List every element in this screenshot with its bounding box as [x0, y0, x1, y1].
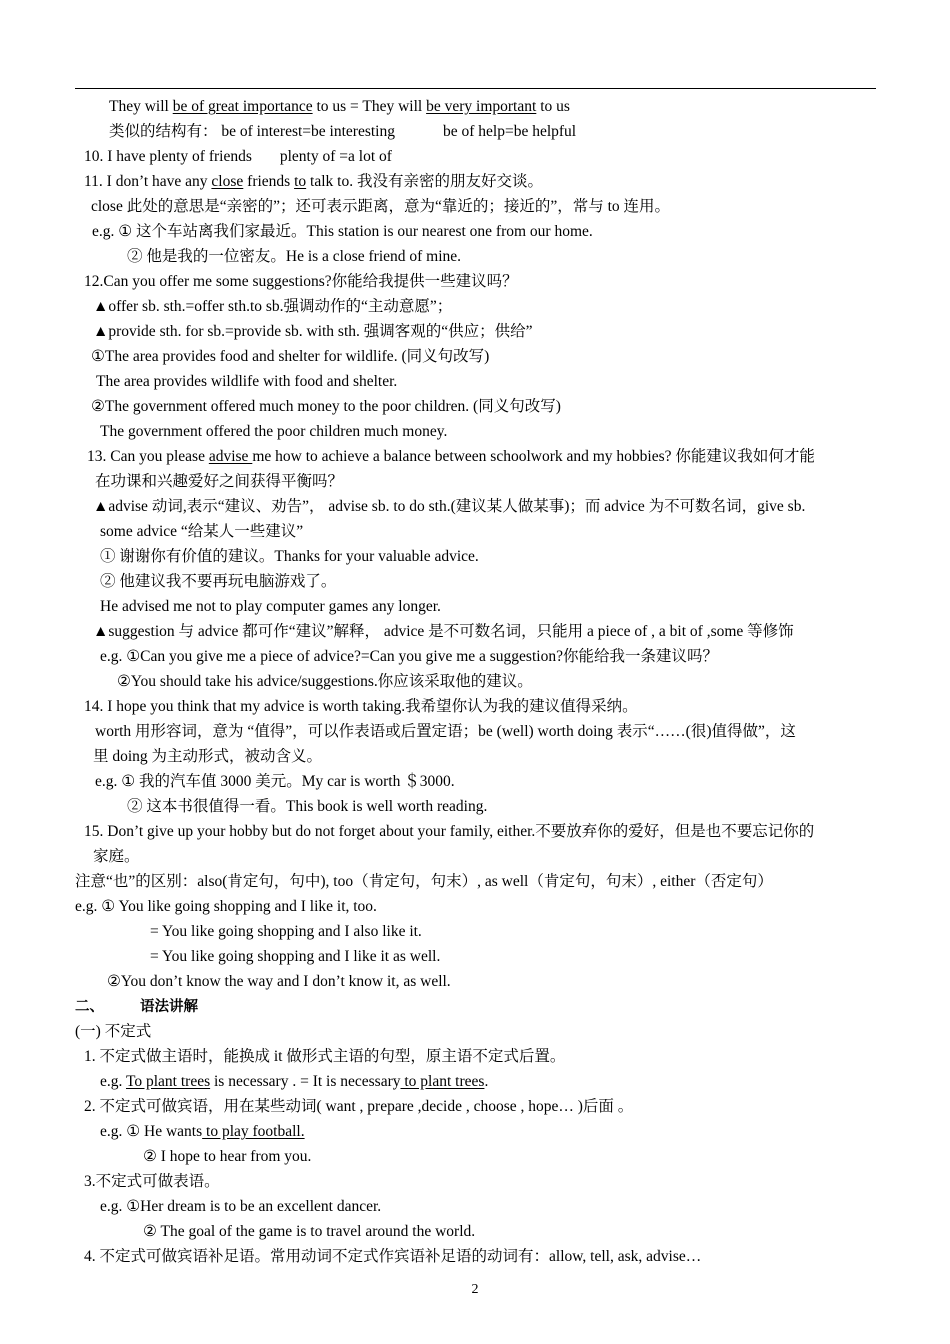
example-line: ② I hope to hear from you.	[143, 1148, 312, 1165]
example-line: e.g. ① You like going shopping and I like it, too.	[75, 898, 377, 915]
page-number: 2	[471, 1282, 479, 1297]
example-line: ① 谢谢你有价值的建议。Thanks for your valuable advice.	[100, 548, 479, 565]
note-offer: ▲offer sb. sth.=offer sth.to sb.强调动作的“主动意愿”；	[93, 298, 453, 315]
note-close: close 此处的意思是“亲密的”；还可表示距离，意为“靠近的；接近的”，常与 to 连用。	[91, 198, 671, 215]
note-also: 注意“也”的区别：also(肯定句，句中), too（肯定句，句末）, as well（肯定句，句末）, either（否定句）	[75, 873, 773, 890]
example-line: e.g. ① 这个车站离我们家最近。This station is our nearest one from our home.	[92, 223, 593, 240]
item-15-cont: 家庭。	[93, 848, 140, 865]
item-15: 15. Don’t give up your hobby but do not forget about your family, either.不要放弃你的爱好，但是也不要忘记你的	[84, 823, 815, 840]
section-heading: 二、 语法讲解	[75, 998, 198, 1015]
exercise-line: ②The government offered much money to the poor children. (同义句改写)	[91, 398, 561, 415]
note-suggestion: ▲suggestion 与 advice 都可作“建议”解释， advice 是不可数名词，只能用 a piece of , a bit of ,some 等修饰	[93, 623, 794, 640]
example-line: = You like going shopping and I like it as well.	[150, 948, 441, 965]
example-line: ② 他是我的一位密友。He is a close friend of mine.	[127, 248, 462, 265]
item-10: 10. I have plenty of friends plenty of =a lot of	[84, 148, 392, 165]
note-advise-cont: some advice “给某人一些建议”	[100, 523, 304, 540]
example-line: e.g. To plant trees is necessary . = It is necessary to plant trees.	[100, 1073, 489, 1090]
example-line: ② The goal of the game is to travel around the world.	[143, 1223, 476, 1240]
note-worth: worth 用形容词，意为 “值得”，可以作表语或后置定语；be (well) worth doing 表示“……(很)值得做”，这	[95, 723, 796, 740]
note-worth-cont: 里 doing 为主动形式，被动含义。	[93, 748, 323, 765]
item-13: 13. Can you please advise me how to achieve a balance between schoolwork and my hobbies? 你能建议我如何才能	[87, 448, 815, 465]
example-line: e.g. ① He wants to play football.	[100, 1123, 305, 1140]
example-line: e.g. ①Can you give me a piece of advice?=Can you give me a suggestion?你能给我一条建议吗？	[100, 648, 718, 665]
line-importance: They will be of great importance to us = They will be very important to us	[109, 98, 570, 115]
example-line: ② 这本书很值得一看。This book is well worth reading.	[127, 798, 488, 815]
note-advise: ▲advise 动词,表示“建议、劝告”， advise sb. to do sth.(建议某人做某事)；而 advice 为不可数名词，give sb.	[93, 498, 806, 515]
example-line: e.g. ①Her dream is to be an excellent dancer.	[100, 1198, 382, 1215]
item-11: 11. I don’t have any close friends to talk to. 我没有亲密的朋友好交谈。	[84, 173, 543, 190]
example-line: ② 他建议我不要再玩电脑游戏了。	[100, 573, 337, 590]
answer-line: The area provides wildlife with food and shelter.	[96, 373, 398, 390]
grammar-point-4: 4. 不定式可做宾语补足语。常用动词不定式作宾语补足语的动词有：allow, tell, ask, advise…	[84, 1248, 702, 1265]
line-similar-structures: 类似的结构有： be of interest=be interesting be of help=be helpful	[109, 123, 577, 140]
header-rule	[75, 88, 876, 89]
example-line: e.g. ① 我的汽车值 3000 美元。My car is worth ＄3000.	[95, 773, 455, 790]
answer-line: The government offered the poor children much money.	[100, 423, 448, 440]
note-provide: ▲provide sth. for sb.=provide sb. with sth. 强调客观的“供应；供给”	[93, 323, 533, 340]
grammar-point-2: 2. 不定式可做宾语，用在某些动词( want , prepare ,decide , choose , hope… )后面 。	[84, 1098, 634, 1115]
example-line: He advised me not to play computer games any longer.	[100, 598, 441, 615]
example-line: ②You don’t know the way and I don’t know it, as well.	[107, 973, 451, 990]
exercise-line: ①The area provides food and shelter for wildlife. (同义句改写)	[91, 348, 490, 365]
subsection-heading: (一) 不定式	[75, 1023, 152, 1040]
example-line: ②You should take his advice/suggestions.你应该采取他的建议。	[117, 673, 533, 690]
grammar-point-3: 3.不定式可做表语。	[84, 1173, 220, 1190]
item-14: 14. I hope you think that my advice is worth taking.我希望你认为我的建议值得采纳。	[84, 698, 638, 715]
grammar-point-1: 1. 不定式做主语时，能换成 it 做形式主语的句型，原主语不定式后置。	[84, 1048, 566, 1065]
item-13-cont: 在功课和兴趣爱好之间获得平衡吗？	[95, 473, 344, 490]
item-12: 12.Can you offer me some suggestions?你能给我提供一些建议吗？	[84, 273, 518, 290]
example-line: = You like going shopping and I also like it.	[150, 923, 422, 940]
